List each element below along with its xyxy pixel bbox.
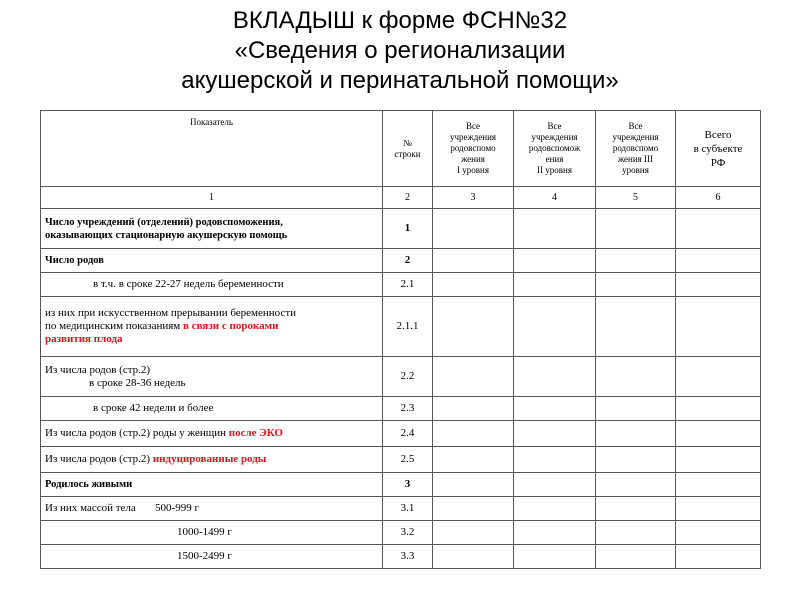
header-level-3-line: уровня [622,165,649,175]
cell-total[interactable] [676,521,761,545]
row-number: 2.5 [383,447,433,473]
row-label-line [45,320,378,333]
row-label: Родилось живыми [41,473,383,497]
cell-level-1[interactable] [433,497,514,521]
column-number: 5 [596,187,676,209]
cell-level-2[interactable] [514,497,596,521]
column-number: 3 [433,187,514,209]
cell-level-1[interactable] [433,297,514,357]
column-number: 2 [383,187,433,209]
header-level-1-line: Все [465,121,481,131]
row-number: 2.1.1 [383,297,433,357]
cell-level-1[interactable] [433,447,514,473]
row-label-line: Из числа родов (стр.2) [45,363,151,376]
row-number: 3.1 [383,497,433,521]
column-number: 6 [676,187,761,209]
cell-level-3[interactable] [596,521,676,545]
cell-total[interactable] [676,249,761,273]
table-row [41,209,761,249]
cell-level-2[interactable] [514,473,596,497]
header-level-2 [514,111,596,187]
cell-level-2[interactable] [514,297,596,357]
cell-level-2[interactable] [514,421,596,447]
row-label-highlight: развития плода [45,333,123,345]
table-row [41,397,761,421]
cell-total[interactable] [676,397,761,421]
cell-level-3[interactable] [596,473,676,497]
cell-total[interactable] [676,297,761,357]
cell-level-1[interactable] [433,209,514,249]
row-label [41,447,383,473]
header-level-2-line: ения [545,154,564,164]
row-label: в сроке 42 недели и более [41,397,383,421]
table-row [41,447,761,473]
row-number: 2.1 [383,273,433,297]
cell-level-3[interactable] [596,447,676,473]
header-row-number-line-1: № [403,137,412,148]
header-level-3-line: родовспомо [612,143,659,153]
row-label [41,209,383,249]
header-level-3-line: Все [628,121,643,131]
cell-level-1[interactable] [433,273,514,297]
form-title [0,6,800,96]
row-number: 2.4 [383,421,433,447]
header-total-region [676,111,761,187]
cell-level-1[interactable] [433,545,514,569]
column-number: 4 [514,187,596,209]
cell-total[interactable] [676,545,761,569]
header-row-number-line-2: строки [394,148,421,159]
cell-level-3[interactable] [596,545,676,569]
cell-level-2[interactable] [514,397,596,421]
cell-level-2[interactable] [514,249,596,273]
title-line-3: акушерской и перинатальной помощи» [181,67,619,94]
cell-level-3[interactable] [596,497,676,521]
row-label: в т.ч. в сроке 22-27 недель беременности [41,273,383,297]
cell-level-2[interactable] [514,447,596,473]
regionalization-table [40,110,761,569]
row-label: Число родов [41,249,383,273]
header-level-2-line: родовспомож [528,143,581,153]
row-label-line: Число учреждений (отделений) родовспоможения, [45,216,283,228]
row-label [41,297,383,357]
header-level-1-line: родовспомо [450,143,496,153]
row-label [41,357,383,397]
row-label [41,421,383,447]
cell-level-2[interactable] [514,357,596,397]
cell-total[interactable] [676,473,761,497]
cell-level-3[interactable] [596,357,676,397]
cell-total[interactable] [676,447,761,473]
cell-total[interactable] [676,497,761,521]
row-number: 3.3 [383,545,433,569]
cell-total[interactable] [676,421,761,447]
header-total-line: Всего [704,128,732,141]
cell-level-3[interactable] [596,421,676,447]
header-level-3-line: жения III [617,154,654,164]
row-label-text: по медицинским показаниям [45,320,184,332]
header-total-line: в субъекте [693,142,743,155]
title-line-2: «Сведения о регионализации [234,37,566,64]
cell-level-1[interactable] [433,473,514,497]
row-label-highlight: индуцированные роды [152,453,267,465]
table-row [41,421,761,447]
column-number: 1 [41,187,383,209]
row-label-line: из них при искусственном прерывании беременности [45,307,297,319]
row-label-line: оказывающих стационарную акушерскую помощь [45,229,288,241]
row-label: Из них массой тела 500-999 г [41,497,383,521]
table-row [41,545,761,569]
header-level-3 [596,111,676,187]
header-level-2-line: Все [547,121,562,131]
cell-total[interactable] [676,357,761,397]
row-number: 2 [383,249,433,273]
cell-level-1[interactable] [433,249,514,273]
table-row [41,357,761,397]
table-row [41,473,761,497]
cell-level-3[interactable] [596,209,676,249]
cell-level-2[interactable] [514,521,596,545]
row-label-highlight: после ЭКО [228,427,283,439]
cell-level-1[interactable] [433,397,514,421]
header-indicator: Показатель [41,111,383,187]
row-label-line: в сроке 28-36 недель [89,376,186,389]
header-row [41,111,761,187]
cell-level-2[interactable] [514,273,596,297]
cell-level-2[interactable] [514,545,596,569]
header-total-line: РФ [710,156,726,169]
cell-total[interactable] [676,273,761,297]
row-number: 2.2 [383,357,433,397]
row-number: 3.2 [383,521,433,545]
row-label-text: Из числа родов (стр.2) роды у женщин [45,427,229,439]
row-number: 1 [383,209,433,249]
row-label-text: Из числа родов (стр.2) [45,453,153,465]
header-level-2-line: II уровня [537,165,572,175]
cell-total[interactable] [676,209,761,249]
cell-level-3[interactable] [596,397,676,421]
cell-level-3[interactable] [596,273,676,297]
table-row [41,497,761,521]
cell-level-3[interactable] [596,249,676,273]
header-level-2-line: учреждения [531,132,578,142]
table-row [41,521,761,545]
table-row [41,273,761,297]
table-row [41,249,761,273]
row-label: 1000-1499 г [41,521,383,545]
cell-level-1[interactable] [433,521,514,545]
header-level-1 [433,111,514,187]
row-label: 1500-2499 г [41,545,383,569]
cell-level-2[interactable] [514,209,596,249]
title-line-1: ВКЛАДЫШ к форме ФСН№32 [232,7,568,34]
cell-level-1[interactable] [433,357,514,397]
row-label-highlight: в связи с пороками [183,320,279,332]
header-level-1-line: I уровня [457,165,489,175]
row-number: 3 [383,473,433,497]
cell-level-1[interactable] [433,421,514,447]
cell-level-3[interactable] [596,297,676,357]
header-level-1-line: учреждения [449,132,497,142]
header-row-number [383,111,433,187]
row-number: 2.3 [383,397,433,421]
column-number-row [41,187,761,209]
header-level-1-line: жения [461,154,485,164]
table-row [41,297,761,357]
header-level-3-line: учреждения [612,132,659,142]
